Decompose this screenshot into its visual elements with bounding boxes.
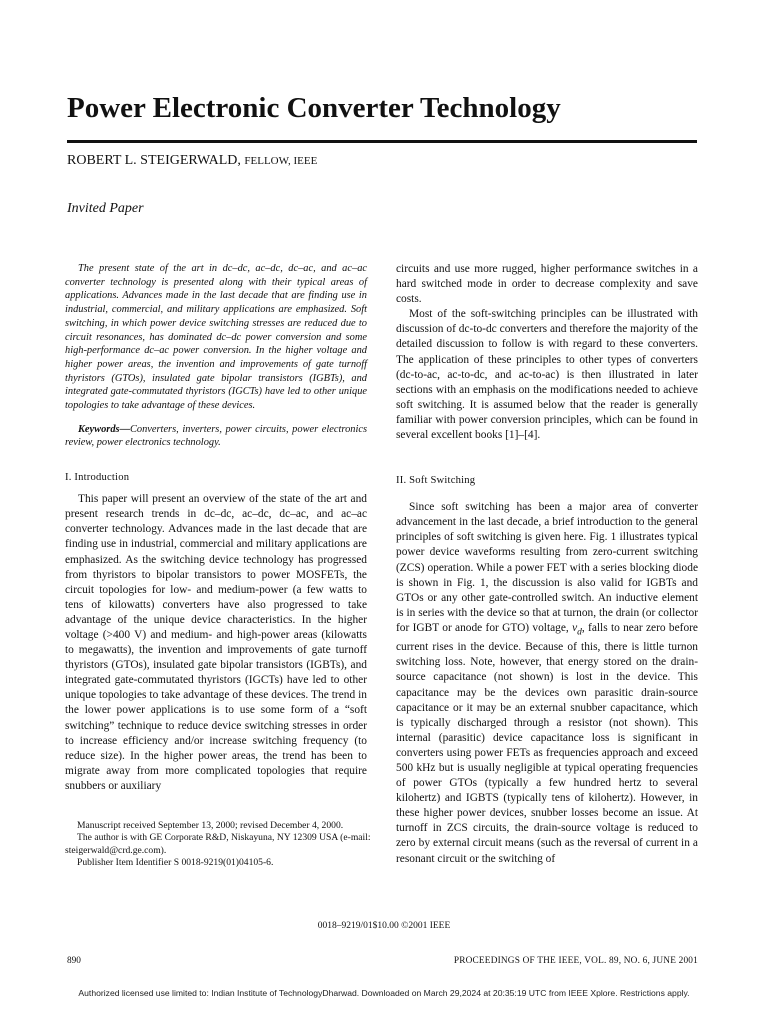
footnote <box>65 820 371 870</box>
paper-title: Power Electronic Converter Technology <box>67 92 561 124</box>
copyright-line: 0018–9219/01$10.00 ©2001 IEEE <box>317 921 451 931</box>
soft-switching-paragraph <box>396 500 698 867</box>
abstract <box>65 262 367 450</box>
keywords <box>65 423 367 450</box>
author-grade: FELLOW, IEEE <box>244 155 318 167</box>
author-separator: , <box>237 153 245 168</box>
abstract-text: The present state of the art in dc–dc, ac–dc, dc–ac, and ac–ac converter technology is presented along with their typical areas of applications. Advances made in the last decade that are finding use in industrial, commercial, and military applications are emphasized. Soft switching, in which power device switching stresses are reduced due to circuit resonances, has dominated dc–dc power conversion and some high-performance dc–ac power conversion. In the higher voltage and higher power areas, the invention and improvements of gate turnoff thyristors (GTOs), insulated gate bipolar transistors (IGBTs), and integrated gate-commutated thyristors (IGCTs) have led to other unique topologies to take advantage of these devices. <box>65 263 367 412</box>
soft-switching-text-start: Since soft switching has been a major area of converter advancement in the last decade, a brief introduction to the general principles of soft switching is given here. Fig. 1 illustrates typical power device waveforms resulting from zero-current switching (ZCS) operation. While a power FET with a series blocking diode is shown in Fig. 1, the discussion is also valid for IGBTs and GTOs or any other gate-controlled switch. An inductive element is in series with the device so that at turnon, the drain (or collector for IGBT or anode for GTO) voltage, <box>396 501 698 634</box>
intro-continuation: circuits and use more rugged, higher performance switches in a hard switched mode in order to decrease complexity and save costs. <box>396 263 698 306</box>
title-rule <box>67 140 697 143</box>
footnote-manuscript: Manuscript received September 13, 2000; revised December 4, 2000. <box>77 820 344 831</box>
intro-paragraph-2: Most of the soft-switching principles can be illustrated with discussion of dc-to-dc converters and therefore the majority of the detailed discussion to follow is with regard to these converters. The application of these principles to other types of converters (dc-to-ac, ac-to-dc, and ac-to-ac) is then illustrated in later sections with an emphasis on the modifications needed to achieve soft switching. It is assumed below that the reader is generally familiar with power conversion principles, which can be found in several excellent books [1]–[4]. <box>396 308 698 442</box>
keywords-text: Converters, inverters, power circuits, power electronics review, power electronics technology. <box>65 423 367 449</box>
section-heading-soft-switching: II. Soft Switching <box>396 475 476 487</box>
right-column <box>396 262 698 867</box>
author-name: ROBERT L. STEIGERWALD <box>67 153 238 168</box>
soft-switching-text-end: , falls to near zero before current rises in the device. Because of this, there is little turnon switching loss. Note, however, that energy stored on the drain-source capacitance (not shown) is lost in the device. This capacitance may be the devices own parasitic drain-source capacitance or it may be an external snubber capacitance, which is typically discharged through a resistor (not shown). This internal (parasitic) device capacitance loss is significant in converters using power FETs as frequencies approach and exceed 500 kHz but is usually negligible at typical operating frequencies of power GTOs (typically a few hundred hertz to several kilohertz) and IGBTS (typically tens of kilohertz). However, in these higher power devices, snubber losses become an issue. At turnoff in ZCS circuits, the drain-source voltage is reduced to zero by external circuit means (such as the reversal of current in a resonant circuit or the switching of <box>396 621 698 865</box>
paper-type: Invited Paper <box>67 201 144 216</box>
voltage-symbol-subscript: d <box>577 627 582 638</box>
author-line <box>67 152 317 170</box>
left-column <box>65 262 367 794</box>
journal-footer: PROCEEDINGS OF THE IEEE, VOL. 89, NO. 6, JUNE 2001 <box>453 956 698 966</box>
intro-paragraph: This paper will present an overview of the state of the art and present research trends in dc–dc, ac–dc, dc–ac, and ac–ac converter technology. Advances made in the last decade that are finding use in industrial, commercial and military applications are emphasized. As the switching device technology has progressed from thyristors to bipolar transistors to power MOSFETs, the circuit topologies for low- and medium-power (a few watts to tens of kilowatts) converters have also progressed to take advantage of the unique device characteristics. In the higher voltage (>400 V) and medium- and high-power areas (kilowatts to megawatts), the invention and improvements of gate turnoff thyristors (GTOs), insulated gate bipolar transistors (IGBTs), and integrated gate-commutated thyristors (IGCTs) have led to other unique topologies to take advantage of these devices. The trend in the lower power applications is to use some form of a “soft switching” technique to reduce device switching stresses in order to increase efficiency and/or increase switching frequency (to reduce size). In the higher power areas, the trend has been to migrate away from more complicated topologies that require snubbers or auxiliary <box>65 493 367 792</box>
section-heading-introduction: I. Introduction <box>65 472 130 484</box>
voltage-symbol <box>572 621 582 638</box>
footnote-author: The author is with GE Corporate R&D, Niskayuna, NY 12309 USA (e-mail: steigerwald@crd.ge.com). <box>65 832 371 856</box>
voltage-symbol-base: v <box>572 621 578 634</box>
keywords-label: Keywords— <box>78 423 130 435</box>
footnote-identifier: Publisher Item Identifier S 0018-9219(01)04105-6. <box>77 857 274 869</box>
authorization-notice: Authorized licensed use limited to: Indian Institute of TechnologyDharwad. Downloaded on March 29,2024 at 20:35:19 UTC from IEEE Xplore. Restrictions apply. <box>78 988 690 998</box>
page-number: 890 <box>67 956 81 966</box>
